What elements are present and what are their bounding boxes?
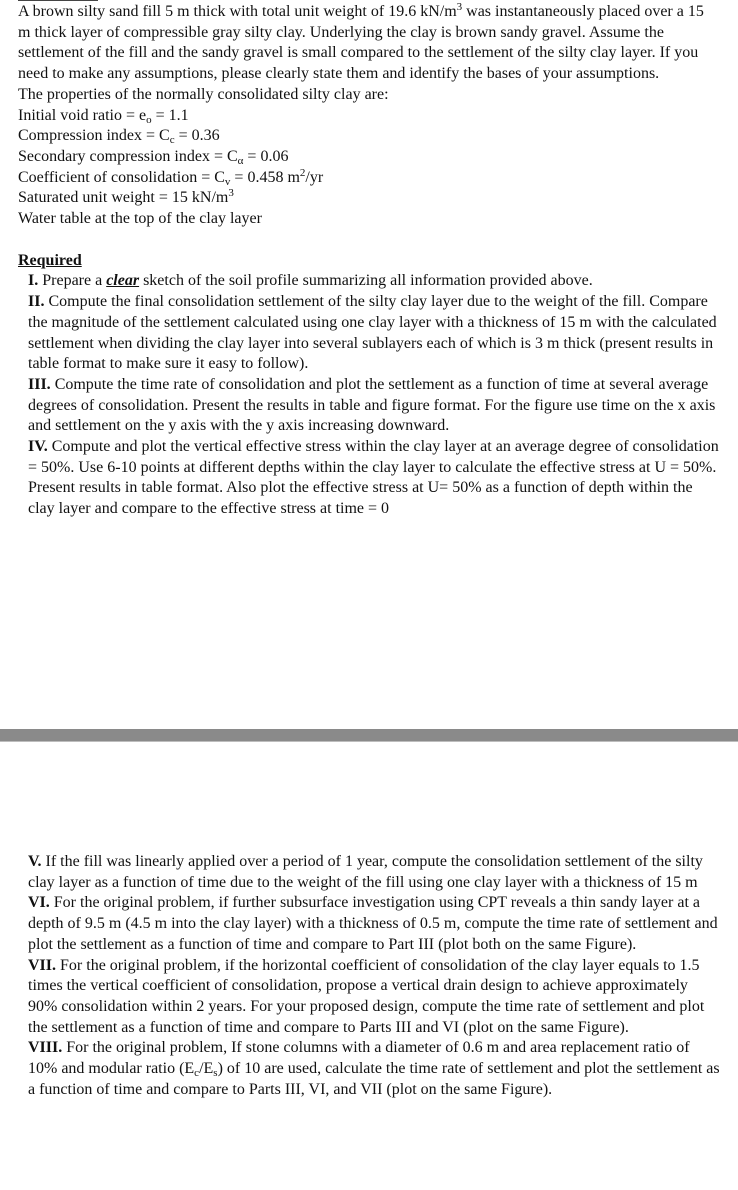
item-iii: III. Compute the time rate of consolidation and plot the settlement as a function of time at several average degrees of consolidation. Present the results in table and figure format. For the figure use time on the x axis and settlement on the y axis with the y axis increasing downward. [28,375,716,435]
initial-void-ratio: Initial void ratio = $e_o = 1.1$ [18,106,189,126]
water-table: Water table at the top of the clay layer [18,210,262,228]
required-section [18,251,720,520]
required-heading: Required [18,251,82,269]
item-iv: IV. Compute and plot the vertical effective stress within the clay layer at an average degree of consolidation = 50%. Use 6-10 points at different depths within the clay layer to calculate the effective stress at U = 50%. Present results in table format. Also plot the effective stress at U= 50% as a function of depth within the clay layer and compare to the effective stress at time = 0 [28,438,719,518]
item-vi: VI. For the original problem, if further subsurface investigation using CPT reveals a thin sandy layer at a depth of 9.5 m (4.5 m into the clay layer) with a thickness of 0.5 m, compute the time rate of settlement and plot the settlement as a function of time and compare to Part III (plot both on the same Figure). [28,894,718,953]
intro-paragraph: A brown silty sand fill 5 m thick with total unit weight of 19.6 $kN/m^3$ was instantaneously placed over a 15 m thick layer of compressible gray silty clay. Underlying the clay is brown sandy gravel. Assume the settlement of the fill and the sandy gravel is small compared to the settlement of the silty clay layer. If you need to make any assumptions, please clearly state them and identify the bases of your assumptions. [18,1,704,83]
page-2 [0,852,738,1100]
compression-index: Compression index = $C_c = 0.36$ [18,127,220,147]
clay-properties [18,85,720,230]
item-vii: VII. For the original problem, if the horizontal coefficient of consolidation of the clay layer equals to 1.5 times the vertical coefficient of consolidation, propose a vertical drain design to achieve approximately 90% consolidation within 2 years. For your proposed design, compute the time rate of settlement and plot the settlement as a function of time and compare to Parts III and VI (plot on the same Figure). [28,956,705,1036]
item-v: V. If the fill was linearly applied over a period of 1 year, compute the consolidation settlement of the silty clay layer as a function of time due to the weight of the fill using one clay layer with a thickness of 15 m [28,853,703,891]
saturated-unit-weight: Saturated unit weight = 15 $kN/m^3$ [18,187,234,207]
item-viii: VIII. For the original problem, If stone columns with a diameter of 0.6 m and area replacement ratio of 10% and modular ratio $(E_c/E_s)$ of 10 are used, calculate the time rate of settlement and plot the settlement as a function of time and compare to Parts III, VI, and VII (plot on the same Figure). [28,1039,720,1098]
page-divider [0,729,738,742]
item-i: I. Prepare a clear sketch of the soil profile summarizing all information provided above. [28,272,593,290]
clear-emphasis: clear [106,272,140,290]
item-ii: II. Compute the final consolidation settlement of the silty clay layer due to the weight of the fill. Compare the magnitude of the settlement calculated using one clay layer with a thickness of 15 m with the calculated settlement when dividing the clay layer into several sublayers each of which is 3 m thick (present results in table format to make sure it easy to follow). [28,293,717,373]
properties-heading: The properties of the normally consolidated silty clay are: [18,85,389,103]
coefficient-of-consolidation: Coefficient of consolidation = $C_v = 0.458$ $m^2/yr$ [18,166,324,188]
secondary-compression-index: Secondary compression index = $C_\alpha = 0.06$ [18,147,289,167]
